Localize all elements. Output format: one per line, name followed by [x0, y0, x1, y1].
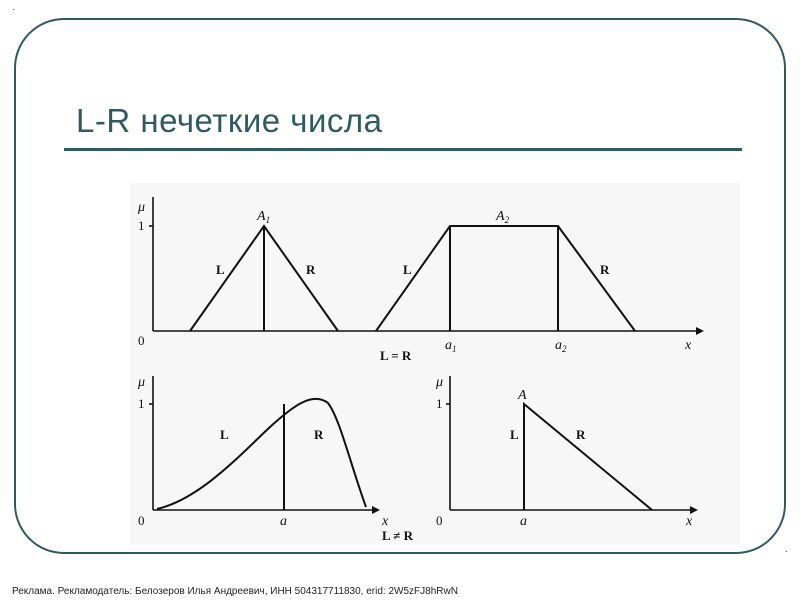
- peak-label: $A_2$: [496, 209, 510, 225]
- right-branch-label: R: [314, 427, 324, 442]
- bottom-caption: L ≠ R: [382, 528, 413, 543]
- mu-label: μ: [436, 375, 444, 390]
- one-label: 1: [436, 396, 443, 411]
- right-branch-label: R: [576, 427, 586, 442]
- top-caption: L = R: [380, 348, 412, 363]
- panel-top-left: [137, 197, 704, 348]
- left-branch-label: L: [216, 262, 225, 277]
- x-axis-arrow-icon: [372, 506, 380, 514]
- corner-dot: ·: [12, 4, 16, 15]
- a2-label: $a_2$: [555, 338, 567, 354]
- peak-label: $A_1$: [257, 209, 271, 225]
- a-label: a: [280, 514, 287, 529]
- right-branch-label: R: [306, 262, 316, 277]
- right-triangle-membership: [524, 404, 652, 510]
- one-label: 1: [138, 396, 145, 411]
- panel-bottom-right: [435, 375, 698, 529]
- left-branch-label: L: [510, 427, 519, 442]
- zero-label: 0: [436, 513, 443, 528]
- left-branch-label: L: [220, 427, 229, 442]
- curve-membership: [157, 399, 366, 509]
- x-label: x: [382, 514, 389, 529]
- zero-label: 0: [138, 333, 145, 348]
- slide-title: L-R нечеткие числа: [76, 102, 383, 139]
- lr-fuzzy-diagram: [130, 183, 740, 545]
- zero-label: 0: [138, 513, 145, 528]
- x-label: x: [686, 514, 693, 529]
- advertisement-text: Реклама. Рекламодатель: Белозеров Илья Андреевич, ИНН 504317711830, erid: 2W5zFJ8hRwN: [12, 586, 458, 597]
- mu-label: μ: [138, 200, 146, 215]
- a1-label: $a_1$: [445, 338, 457, 354]
- one-label: 1: [138, 218, 145, 233]
- left-branch-label: L: [403, 262, 412, 277]
- panel-bottom-left: [137, 375, 389, 529]
- x-axis-arrow-icon: [696, 327, 704, 335]
- peak-label: A: [518, 388, 527, 403]
- panel-top-right: [376, 209, 692, 354]
- trapezoid-membership: [376, 226, 635, 331]
- x-label: x: [685, 338, 692, 353]
- x-axis-arrow-icon: [690, 506, 698, 514]
- corner-dot: ·: [784, 546, 788, 557]
- a-label: a: [520, 514, 527, 529]
- title-underline: [64, 148, 742, 151]
- mu-label: μ: [138, 375, 146, 390]
- diagram-svg: [130, 183, 740, 545]
- right-branch-label: R: [600, 262, 610, 277]
